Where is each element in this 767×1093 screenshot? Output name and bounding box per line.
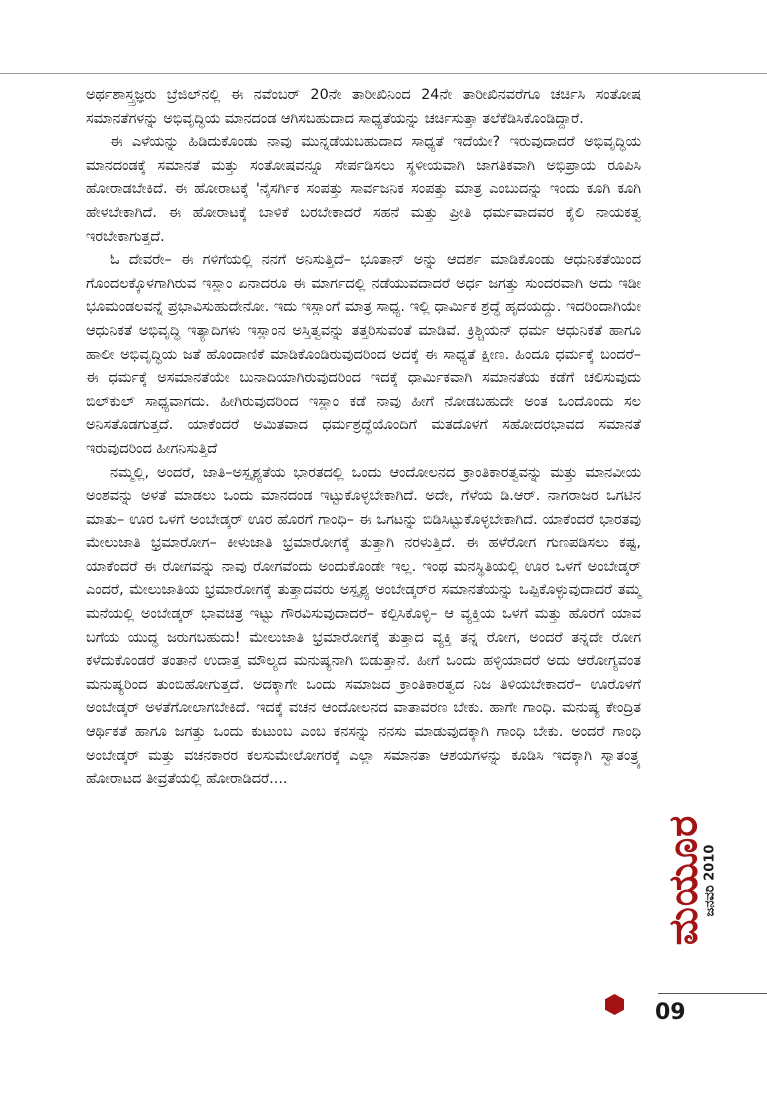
top-divider [0, 73, 767, 74]
magazine-name: ಮಯೂರ [660, 814, 706, 946]
article-paragraph-1: ಅರ್ಥಶಾಸ್ತ್ರಜ್ಞರು ಬ್ರೆಜಿಲ್‌ನಲ್ಲಿ ಈ ನವೆಂಬರ್ 20ನೇ ತಾರೀಖಿನಿಂದ 24ನೇ ತಾರೀಖಿನವರೆಗೂ ಚರ್ಚಿಸಿ ಸಂತೋಷ ಸಮಾನತೆಗಳನ್ನು ಅಭಿವೃದ್ಧಿಯ ಮಾನದಂಡ ಆಗಿಸಬಹುದಾದ ಸಾಧ್ಯತೆಯನ್ನು ಚರ್ಚಿಸುತ್ತಾ ತಲೆಕೆಡಿಸಿಕೊಂಡಿದ್ದಾರೆ. [86, 87, 641, 127]
article-paragraph-2: ಈ ಎಳೆಯನ್ನು ಹಿಡಿದುಕೊಂಡು ನಾವು ಮುನ್ನಡೆಯಬಹುದಾದ ಸಾಧ್ಯತೆ ಇದೆಯೇ? ಇರುವುದಾದರೆ ಅಭಿವೃದ್ಧಿಯ ಮಾನದಂಡಕ್ಕೆ ಸಮಾನತೆ ಮತ್ತು ಸಂತೋಷವನ್ನೂ ಸೇರ್ಪಡಿಸಲು ಸ್ಥಳೀಯವಾಗಿ ಜಾಗತಿಕವಾಗಿ ಅಭಿಪ್ರಾಯ ರೂಪಿಸಿ ಹೋರಾಡಬೇಕಿದೆ. ಈ ಹೋರಾಟಕ್ಕೆ 'ನೈಸರ್ಗಿಕ ಸಂಪತ್ತು ಸಾರ್ವಜನಿಕ ಸಂಪತ್ತು ಮಾತ್ರ ಎಂಬುದನ್ನು ಇಂದು ಕೂಗಿ ಕೂಗಿ ಹೇಳಬೇಕಾಗಿದೆ. ಈ ಹೋರಾಟಕ್ಕೆ ಬಾಳಿಕೆ ಬರಬೇಕಾದರೆ ಸಹನೆ ಮತ್ತು ಪ್ರೀತಿ ಧರ್ಮವಾದವರ ಕೈಲಿ ನಾಯಕತ್ವ ಇರಬೇಕಾಗುತ್ತದೆ. [86, 134, 641, 245]
page-number: 09 [655, 1000, 686, 1025]
issue-date-container [699, 780, 721, 980]
hexagon-bullet-icon [605, 994, 624, 1015]
article-paragraph-3: ಓ ದೇವರೇ– ಈ ಗಳಿಗೆಯಲ್ಲಿ ನನಗೆ ಅನಿಸುತ್ತಿದೆ– ಭೂತಾನ್ ಅನ್ನು ಆದರ್ಶ ಮಾಡಿಕೊಂಡು ಆಧುನಿಕತೆಯಿಂದ ಗೊಂದಲಕ್ಕೊಳಗಾಗಿರುವ ಇಸ್ಲಾಂ ಏನಾದರೂ ಈ ಮಾರ್ಗದಲ್ಲಿ ನಡೆಯುವದಾದರೆ ಅರ್ಧ ಜಗತ್ತು ಸುಂದರವಾಗಿ ಅದು ಇಡೀ ಭೂಮಂಡಲವನ್ನೆ ಪ್ರಭಾವಿಸುಹುದೇನೋ. ಇದು ಇಸ್ಲಾಂಗೆ ಮಾತ್ರ ಸಾಧ್ಯ. ಇಲ್ಲಿ ಧಾರ್ಮಿಕ ಶ್ರದ್ಧೆ ಹೃದಯದ್ದು. ಇದರಿಂದಾಗಿಯೇ ಆಧುನಿಕತೆ ಅಭಿವೃದ್ಧಿ ಇತ್ಯಾದಿಗಳು ಇಸ್ಲಾಂನ ಅಸ್ತಿತ್ವವನ್ನು ತತ್ತರಿಸುವಂತೆ ಮಾಡಿವೆ. ಕ್ರಿಶ್ಚಿಯನ್ ಧರ್ಮ ಆಧುನಿಕತೆ ಹಾಗೂ ಹಾಲೀ ಅಭಿವೃದ್ಧಿಯ ಜತೆ ಹೊಂದಾಣಿಕೆ ಮಾಡಿಕೊಂಡಿರುವುದರಿಂದ ಅದಕ್ಕೆ ಈ ಸಾಧ್ಯತೆ ಕ್ಷೀಣ. ಹಿಂದೂ ಧರ್ಮಕ್ಕೆ ಬಂದರೆ– ಈ ಧರ್ಮಕ್ಕೆ ಅಸಮಾನತೆಯೇ ಬುನಾದಿಯಾಗಿರುವುದರಿಂದ ಇದಕ್ಕೆ ಧಾರ್ಮಿಕವಾಗಿ ಸಮಾನತೆಯ ಕಡೆಗೆ ಚಲಿಸುವುದು ಬಿಲ್‌ಕುಲ್ ಸಾಧ್ಯವಾಗದು. ಹೀಗಿರುವುದರಿಂದ ಇಸ್ಲಾಂ ಕಡೆ ನಾವು ಹೀಗೆ ನೋಡಬಹುದೇ ಅಂತ ಒಂದೊಂದು ಸಲ ಅನಿಸತೊಡಗುತ್ತದೆ. ಯಾಕೆಂದರೆ ಅಮಿತವಾದ ಧರ್ಮಶ್ರದ್ಧೆಯೊಂದಿಗೆ ಮತದೊಳಗೆ ಸಹೋದರಭಾವದ ಸಮಾನತೆ ಇರುವುದರಿಂದ ಹೀಗನಿಸುತ್ತಿದೆ [86, 252, 641, 457]
article-body [86, 84, 641, 792]
article-paragraph-4: ನಮ್ಮಲ್ಲಿ, ಅಂದರೆ, ಜಾತಿ–ಅಸ್ಪೃಶ್ಯತೆಯ ಭಾರತದಲ್ಲಿ ಒಂದು ಆಂದೋಲನದ ಕ್ರಾಂತಿಕಾರತ್ವವನ್ನು ಮತ್ತು ಮಾನವೀಯ ಅಂಶವನ್ನು ಅಳತೆ ಮಾಡಲು ಒಂದು ಮಾನದಂಡ ಇಟ್ಟುಕೊಳ್ಳಬೇಕಾಗಿದೆ. ಅದೇ, ಗೆಳೆಯ ಡಿ.ಆರ್. ನಾಗರಾಜರ ಒಗಟಿನ ಮಾತು– ಊರ ಒಳಗೆ ಅಂಬೇಡ್ಕರ್ ಊರ ಹೊರಗೆ ಗಾಂಧಿ– ಈ ಒಗಟನ್ನು ಬಿಡಿಸಿಟ್ಟುಕೊಳ್ಳಬೇಕಾಗಿದೆ. ಯಾಕೆಂದರೆ ಭಾರತವು ಮೇಲುಜಾತಿ ಭ್ರಮಾರೋಗ– ಕೀಳುಜಾತಿ ಭ್ರಮಾರೋಗಕ್ಕೆ ತುತ್ತಾಗಿ ನರಳುತ್ತಿದೆ. ಈ ಹಳೆರೋಗ ಗುಣಪಡಿಸಲು ಕಷ್ಟ, ಯಾಕೆಂದರೆ ಈ ರೋಗವನ್ನು ನಾವು ರೋಗವೆಂದು ಅಂದುಕೊಂಡೇ ಇಲ್ಲ. ಇಂಥ ಮನಸ್ಥಿತಿಯಲ್ಲಿ ಊರ ಒಳಗೆ ಅಂಬೇಡ್ಕರ್ ಎಂದರೆ, ಮೇಲುಜಾತಿಯ ಭ್ರಮಾರೋಗಕ್ಕೆ ತುತ್ತಾದವರು ಅಸ್ಪೃಶ್ಯ ಅಂಬೇಡ್ಕರ್‌ರ ಸಮಾನತೆಯನ್ನು ಒಪ್ಪಿಕೊಳ್ಳುವುದಾದರೆ ತಮ್ಮ ಮನೆಯಲ್ಲಿ ಅಂಬೇಡ್ಕರ್ ಭಾವಚಿತ್ರ ಇಟ್ಟು ಗೌರವಿಸುವುದಾದರೆ– ಕಲ್ಪಿಸಿಕೊಳ್ಳಿ– ಆ ವ್ಯಕ್ತಿಯ ಒಳಗೆ ಮತ್ತು ಹೊರಗೆ ಯಾವ ಬಗೆಯ ಯುದ್ಧ ಜರುಗಬಹುದು! ಮೇಲುಜಾತಿ ಭ್ರಮಾರೋಗಕ್ಕೆ ತುತ್ತಾದ ವ್ಯಕ್ತಿ ತನ್ನ ರೋಗ, ಅಂದರೆ ತನ್ನದೇ ರೋಗ ಕಳೆದುಕೊಂಡರೆ ತಂತಾನೆ ಉದಾತ್ತ ಮೌಲ್ಯದ ಮನುಷ್ಯನಾಗಿ ಬಿಡುತ್ತಾನೆ. ಹೀಗೆ ಒಂದು ಹಳ್ಳಿಯಾದರೆ ಅದು ಆರೋಗ್ಯವಂತ ಮನುಷ್ಯರಿಂದ ತುಂಬಿಹೋಗುತ್ತದೆ. ಅದಕ್ಕಾಗೇ ಒಂದು ಸಮಾಜದ ಕ್ರಾಂತಿಕಾರತ್ವದ ನಿಜ ತಿಳಿಯಬೇಕಾದರೆ– ಊರೊಳಗೆ ಅಂಬೇಡ್ಕರ್ ಅಳತೆಗೋಲಾಗಬೇಕಿದೆ. ಇದಕ್ಕೆ ವಚನ ಆಂದೋಲನದ ವಾತಾವರಣ ಬೇಕು. ಹಾಗೇ ಗಾಂಧಿ. ಮನುಷ್ಯ ಕೇಂದ್ರಿತ ಆರ್ಥಿಕತೆ ಹಾಗೂ ಜಗತ್ತು ಒಂದು ಕುಟುಂಬ ಎಂಬ ಕನಸನ್ನು ನನಸು ಮಾಡುವುದಕ್ಕಾಗಿ ಗಾಂಧಿ ಬೇಕು. ಅಂದರೆ ಗಾಂಧಿ ಅಂಬೇಡ್ಕರ್ ಮತ್ತು ವಚನಕಾರರ ಕಲಸುಮೇಲೋಗರಕ್ಕೆ ಎಲ್ಲಾ ಸಮಾನತಾ ಆಶಯಗಳನ್ನು ಕೂಡಿಸಿ ಇದಕ್ಕಾಗಿ ಸ್ವಾತಂತ್ರ್ಯ ಹೋರಾಟದ ತೀವ್ರತೆಯಲ್ಲಿ ಹೋರಾಡಿದರೆ.... [86, 464, 641, 788]
footer-divider [658, 993, 767, 994]
page-sidebar [653, 780, 767, 1093]
issue-date: ಜನವರಿ 2010 [702, 844, 718, 916]
